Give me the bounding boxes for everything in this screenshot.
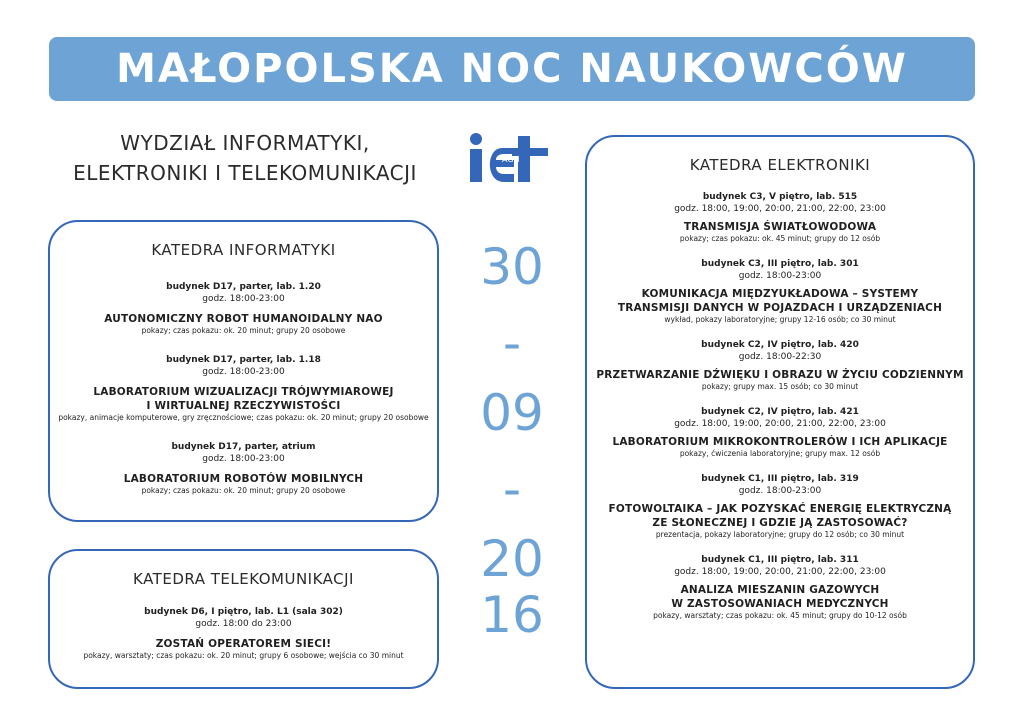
event-description: pokazy, animacje komputerowe, gry zręcznościowe; czas pokazu: ok. 20 minut; grupy 20 osobowe xyxy=(58,413,429,422)
event-entry xyxy=(587,191,973,244)
event-location: budynek C2, IV piętro, lab. 420 xyxy=(701,340,859,350)
faculty-name-line-1: WYDZIAŁ INFORMATYKI, xyxy=(120,131,370,155)
event-hours: godz. 18:00, 19:00, 20:00, 21:00, 22:00, 23:00 xyxy=(674,419,886,429)
event-entry xyxy=(50,441,437,496)
event-hours: godz. 18:00, 19:00, 20:00, 21:00, 22:00, 23:00 xyxy=(674,204,886,214)
iet-agh-logo xyxy=(468,132,556,184)
event-entry xyxy=(587,258,973,325)
informatics-department-title: KATEDRA INFORMATYKI xyxy=(151,241,336,259)
event-hours: godz. 18:00-23:00 xyxy=(202,367,285,377)
event-description: pokazy; grupy max. 15 osób; co 30 minut xyxy=(701,382,859,391)
event-description: pokazy, warsztaty; czas pokazu: ok. 20 minut; grupy 6 osobowe; wejścia co 30 minut xyxy=(83,651,404,660)
event-description: pokazy; czas pokazu: ok. 45 minut; grupy do 12 osób xyxy=(679,234,881,243)
telecom-entries xyxy=(50,606,437,661)
event-location: budynek C1, III piętro, lab. 319 xyxy=(701,474,859,484)
event-entry xyxy=(587,339,973,392)
event-description: wykład, pokazy laboratoryjne; grupy 12-16 osób; co 30 minut xyxy=(664,315,896,324)
event-entry xyxy=(587,406,973,459)
event-entry xyxy=(50,606,437,661)
logo-badge: AGH xyxy=(502,155,520,164)
event-title-line: ZE SŁONECZNEJ I GDZIE JĄ ZASTOSOWAĆ? xyxy=(652,517,908,529)
event-entry xyxy=(587,554,973,621)
event-title-line: ZOSTAŃ OPERATOREM SIECI! xyxy=(155,638,332,650)
event-title-line: TRANSMISJA ŚWIATŁOWODOWA xyxy=(683,221,877,233)
event-location: budynek D17, parter, lab. 1.18 xyxy=(166,355,321,365)
event-entry xyxy=(50,281,437,336)
electronics-entries xyxy=(587,191,973,621)
event-entry xyxy=(50,354,437,423)
informatics-department-box xyxy=(48,220,439,522)
event-description: pokazy, warsztaty; czas pokazu: ok. 45 minut; grupy do 10-12 osób xyxy=(653,611,907,620)
event-title-line: PRZETWARZANIE DŹWIĘKU I OBRAZU W ŻYCIU CODZIENNYM xyxy=(596,369,964,381)
event-title: MAŁOPOLSKA NOC NAUKOWCÓW xyxy=(116,46,908,92)
event-location: budynek D17, parter, lab. 1.20 xyxy=(166,282,321,292)
date-year-second-half: 16 xyxy=(480,586,544,644)
event-hours: godz. 18:00-23:00 xyxy=(202,454,285,464)
telecom-department-box xyxy=(48,549,439,689)
informatics-entries xyxy=(50,281,437,496)
event-title-line: I WIRTUALNEJ RZECZYWISTOŚCI xyxy=(146,400,341,412)
event-description: pokazy; czas pokazu: ok. 20 minut; grupy 20 osobowe xyxy=(141,326,346,335)
event-title-line: KOMUNIKACJA MIĘDZYUKŁADOWA – SYSTEMY xyxy=(641,288,919,300)
event-title-line: ANALIZA MIESZANIN GAZOWYCH xyxy=(680,584,880,596)
event-title-line: FOTOWOLTAIKA – JAK POZYSKAĆ ENERGIĘ ELEKTRYCZNĄ xyxy=(608,503,952,515)
event-entry xyxy=(587,473,973,540)
event-location: budynek C1, III piętro, lab. 311 xyxy=(701,555,859,565)
event-location: budynek D6, I piętro, lab. L1 (sala 302) xyxy=(144,607,343,617)
event-description: pokazy, ćwiczenia laboratoryjne; grupy max. 12 osób xyxy=(679,449,881,458)
event-description: pokazy; czas pokazu: ok. 20 minut; grupy 20 osobowe xyxy=(141,486,346,495)
date-month: 09 xyxy=(480,384,544,442)
date-separator: - xyxy=(502,460,522,518)
faculty-name-line-2: ELEKTRONIKI I TELEKOMUNIKACJI xyxy=(73,161,417,185)
date-day: 30 xyxy=(480,238,544,296)
date-year-first-half: 20 xyxy=(480,530,544,588)
faculty-name xyxy=(40,128,450,188)
event-title-line: TRANSMISJI DANYCH W POJAZDACH I URZĄDZENIACH xyxy=(617,302,943,314)
electronics-department-title: KATEDRA ELEKTRONIKI xyxy=(689,156,871,174)
event-hours: godz. 18:00-23:00 xyxy=(738,271,822,281)
event-location: budynek C3, III piętro, lab. 301 xyxy=(701,259,859,269)
electronics-department-box xyxy=(585,135,975,689)
event-location: budynek D17, parter, atrium xyxy=(171,442,316,452)
event-title-line: LABORATORIUM ROBOTÓW MOBILNYCH xyxy=(123,473,364,485)
title-banner xyxy=(49,37,975,101)
event-hours: godz. 18:00-23:00 xyxy=(738,486,822,496)
event-hours: godz. 18:00-23:00 xyxy=(202,294,285,304)
event-hours: godz. 18:00, 19:00, 20:00, 21:00, 22:00, 23:00 xyxy=(674,567,886,577)
event-title-line: W ZASTOSOWANIACH MEDYCZNYCH xyxy=(671,598,889,610)
telecom-department-title: KATEDRA TELEKOMUNIKACJI xyxy=(133,570,354,588)
event-hours: godz. 18:00 do 23:00 xyxy=(195,619,292,629)
event-title-line: LABORATORIUM MIKROKONTROLERÓW I ICH APLIKACJE xyxy=(612,436,948,448)
event-title-line: AUTONOMICZNY ROBOT HUMANOIDALNY NAO xyxy=(104,313,383,325)
event-title-line: LABORATORIUM WIZUALIZACJI TRÓJWYMIAROWEJ xyxy=(93,386,394,398)
event-location: budynek C2, IV piętro, lab. 421 xyxy=(701,407,859,417)
date-separator: - xyxy=(502,314,522,372)
event-hours: godz. 18:00-22:30 xyxy=(738,352,822,362)
event-location: budynek C3, V piętro, lab. 515 xyxy=(702,192,858,202)
event-date xyxy=(458,238,566,646)
event-description: prezentacja, pokazy laboratoryjne; grupy do 12 osób; co 30 minut xyxy=(655,530,905,539)
